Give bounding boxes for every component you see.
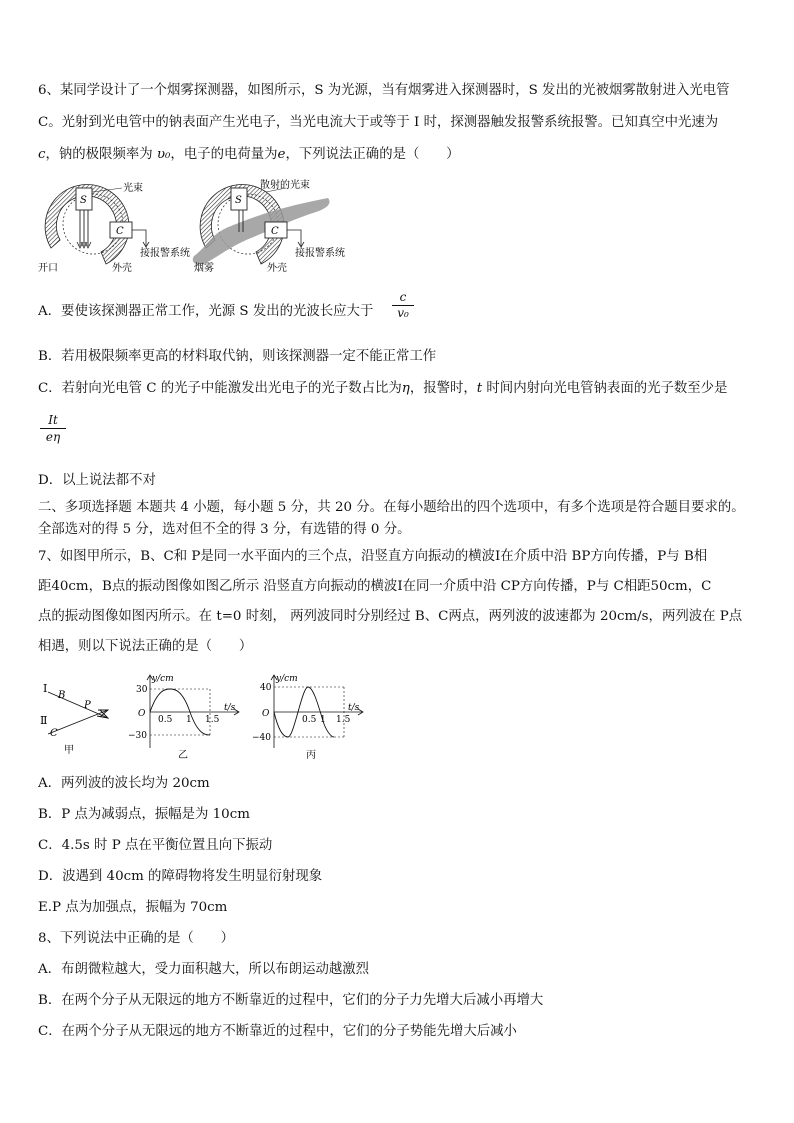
svg-text:外壳: 外壳: [267, 263, 287, 274]
svg-text:O: O: [262, 709, 270, 719]
svg-text:1: 1: [186, 715, 192, 725]
svg-text:−40: −40: [252, 733, 271, 743]
svg-text:C: C: [116, 226, 124, 237]
q7-stem-line2: 距40cm，B点的振动图像如图乙所示 沿竖直方向振动的横波Ⅰ在同一介质中沿 CP方向传播，P与 C相距50cm，C: [38, 579, 712, 594]
q6-stem-line1: 6、某同学设计了一个烟雾探测器，如图所示，S 为光源，当有烟雾进入探测器时，S 发出的光被烟雾散射进入光电管: [38, 83, 730, 98]
svg-text:S: S: [80, 195, 87, 206]
svg-text:t/s: t/s: [224, 703, 236, 713]
figure-yi-graph: [126, 672, 244, 762]
q6-option-d: D．以上说法都不对: [38, 473, 156, 488]
q7-option-a: A．两列波的波长均为 20cm: [38, 776, 210, 791]
figure-jia: [36, 676, 116, 756]
svg-text:C: C: [50, 728, 58, 739]
q7-stem-line3: 点的振动图像如图丙所示。在 t=0 时刻， 两列波同时分别经过 B、C两点，两列波的波速都为 20cm/s，两列波在 P点: [38, 609, 743, 624]
svg-text:30: 30: [136, 685, 148, 695]
figure-bing-graph: [252, 672, 370, 762]
q6-option-c: C．若射向光电管 C 的光子中能激发出光电子的光子数占比为η，报警时，t 时间内射向光电管钠表面的光子数至少是: [38, 381, 728, 396]
svg-text:接报警系统: 接报警系统: [295, 248, 345, 259]
svg-text:P: P: [84, 700, 91, 711]
svg-text:y/cm: y/cm: [152, 674, 174, 684]
svg-text:t/s: t/s: [348, 703, 360, 713]
svg-text:Ⅱ: Ⅱ: [40, 714, 48, 727]
svg-text:−30: −30: [128, 731, 147, 741]
smoke-detector-figure: [36, 178, 345, 278]
svg-text:丙: 丙: [306, 750, 316, 761]
detector-left: [38, 181, 190, 274]
section2-instructions-line2: 全部选对的得 5 分，选对但不全的得 3 分，有选错的得 0 分。: [38, 522, 411, 537]
svg-text:甲: 甲: [64, 745, 74, 756]
q6-option-c-fraction: It eη: [40, 412, 66, 445]
svg-text:y/cm: y/cm: [276, 674, 298, 684]
q6-option-a-fraction: c v₀: [392, 290, 414, 321]
svg-text:1.5: 1.5: [205, 715, 220, 725]
q8-option-c: C．在两个分子从无限远的地方不断靠近的过程中，它们的分子势能先增大后减小: [38, 1024, 517, 1039]
detector-right: [193, 178, 345, 274]
svg-text:B: B: [58, 690, 66, 701]
svg-text:乙: 乙: [178, 750, 188, 761]
svg-text:接报警系统: 接报警系统: [140, 248, 190, 259]
svg-text:S: S: [235, 195, 242, 206]
q6-option-b: B．若用极限频率更高的材料取代钠，则该探测器一定不能正常工作: [38, 349, 437, 364]
svg-text:1: 1: [320, 715, 326, 725]
svg-text:烟雾: 烟雾: [194, 263, 214, 274]
svg-text:O: O: [138, 709, 146, 719]
q8-option-b: B．在两个分子从无限远的地方不断靠近的过程中，它们的分子力先增大后减小再增大: [38, 993, 544, 1008]
svg-text:开口: 开口: [38, 263, 58, 274]
q7-stem-line1: 7、如图甲所示，B、C和 P是同一水平面内的三个点，沿竖直方向振动的横波Ⅰ在介质中沿 BP方向传播，P与 B相: [38, 549, 708, 564]
svg-text:C: C: [271, 226, 279, 237]
svg-text:散射的光束: 散射的光束: [260, 180, 310, 191]
q7-option-c: C．4.5s 时 P 点在平衡位置且向下振动: [38, 838, 273, 853]
svg-text:0.5: 0.5: [158, 715, 173, 725]
section2-instructions-line1: 二、多项选择题 本题共 4 小题，每小题 5 分，共 20 分。在每小题给出的四个选项中，有多个选项是符合题目要求的。: [38, 500, 745, 515]
svg-text:外壳: 外壳: [112, 263, 132, 274]
svg-text:光束: 光束: [123, 183, 143, 194]
q6-option-a: A．要使该探测器正常工作，光源 S 发出的光波长应大于: [38, 304, 374, 319]
q8-option-a: A．布朗微粒越大，受力面积越大，所以布朗运动越激烈: [38, 962, 370, 977]
q6-stem-line2: C。光射到光电管中的钠表面产生光电子，当光电流大于或等于 I 时，探测器触发报警系统报警。已知真空中光速为: [38, 115, 719, 130]
svg-text:40: 40: [260, 683, 272, 693]
q7-option-d: D．波遇到 40cm 的障碍物将发生明显衍射现象: [38, 869, 323, 884]
svg-text:1.5: 1.5: [336, 715, 351, 725]
q7-option-b: B．P 点为减弱点，振幅是为 10cm: [38, 807, 250, 822]
svg-text:0.5: 0.5: [302, 715, 317, 725]
q8-stem: 8、下列说法中正确的是（ ）: [38, 931, 234, 946]
svg-text:Ⅰ: Ⅰ: [43, 682, 48, 695]
q7-stem-line4: 相遇，则以下说法正确的是（ ）: [38, 639, 253, 654]
q7-option-e: E.P 点为加强点，振幅为 70cm: [38, 900, 228, 915]
q6-stem-line3: c，钠的极限频率为 υ₀，电子的电荷量为e，下列说法正确的是（ ）: [38, 147, 460, 162]
